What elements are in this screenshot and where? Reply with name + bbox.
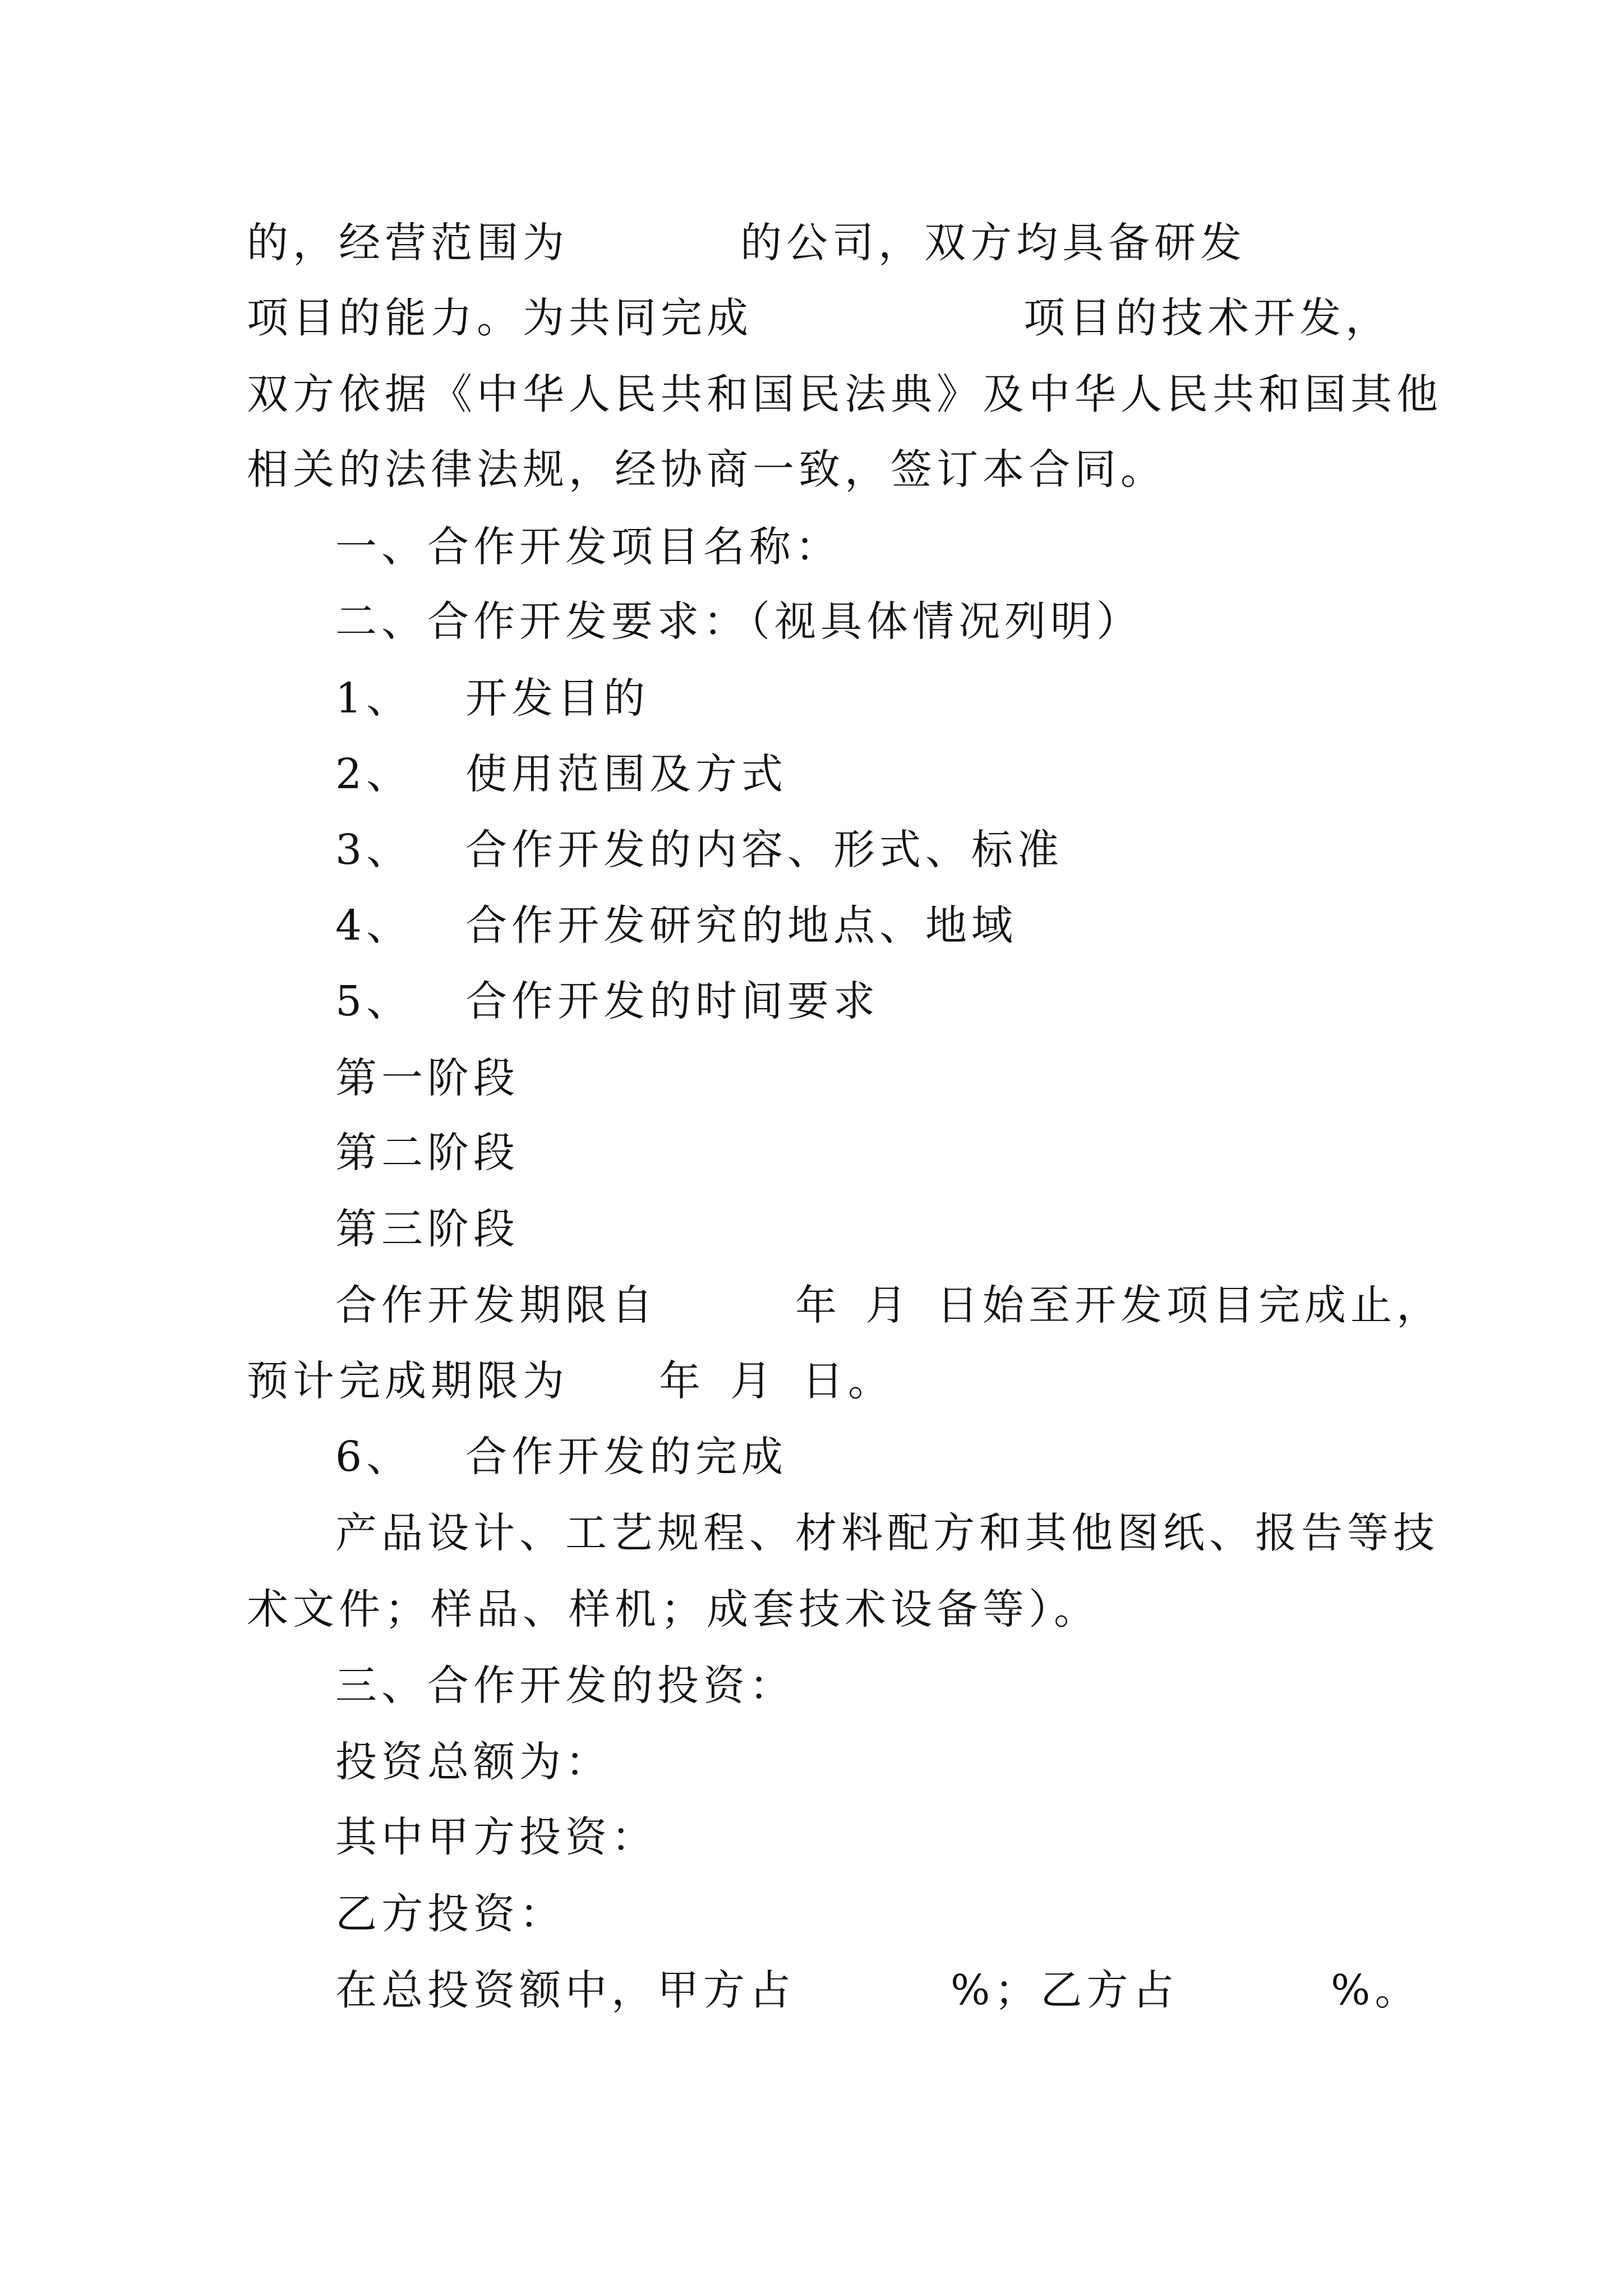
- list-text: 开发目的: [465, 674, 649, 723]
- text-period-month: 月: [865, 1281, 911, 1329]
- text-ratio-end: %。: [1331, 1966, 1421, 2014]
- text-party-b-investment: 乙方投资：: [335, 1890, 565, 1938]
- text-business-scope-start: 的，经营范围为: [247, 219, 569, 267]
- text-expected-year: 年: [659, 1357, 705, 1405]
- text-business-scope-end: 的公司，双方均具备研发: [740, 219, 1246, 267]
- list-number: 6、: [335, 1433, 413, 1481]
- list-number: 2、: [335, 750, 413, 798]
- stage-two: 第二阶段: [335, 1129, 519, 1177]
- text-period-end: 日始至开发项目完成止，: [937, 1281, 1442, 1329]
- text-expected-day: 日。: [802, 1357, 894, 1405]
- list-text: 合作开发的内容、形式、标准: [465, 826, 1063, 874]
- list-number: 4、: [335, 901, 413, 950]
- stage-one: 第一阶段: [335, 1054, 519, 1102]
- text-investment-total: 投资总额为：: [335, 1738, 611, 1786]
- list-text: 使用范围及方式: [465, 750, 787, 798]
- paragraph-deliverables-line1: 产品设计、工艺规程、材料配方和其他图纸、报告等技: [335, 1509, 1439, 1557]
- section-heading-project-name: 一、合作开发项目名称：: [335, 523, 841, 571]
- list-text: 合作开发研究的地点、地域: [465, 901, 1017, 950]
- paragraph-agreement: 相关的法律法规，经协商一致，签订本合同。: [247, 445, 1166, 494]
- list-number: 3、: [335, 826, 413, 874]
- list-text: 合作开发的完成: [465, 1433, 787, 1481]
- text-period-year: 年: [795, 1281, 841, 1329]
- text-period-start: 合作开发期限自: [335, 1281, 657, 1329]
- text-ratio-party-b: %；乙方占: [951, 1966, 1179, 2014]
- stage-three: 第三阶段: [335, 1205, 519, 1253]
- list-number: 5、: [335, 977, 413, 1025]
- paragraph-legal-basis: 双方依据《中华人民共和国民法典》及中华人民共和国其他: [247, 370, 1442, 418]
- section-heading-investment: 三、合作开发的投资：: [335, 1662, 795, 1710]
- paragraph-deliverables-line2: 术文件；样品、样机；成套技术设备等）。: [247, 1585, 1100, 1634]
- text-capability-end: 项目的技术开发，: [1023, 294, 1391, 342]
- text-party-a-investment: 其中甲方投资：: [335, 1813, 657, 1861]
- section-heading-requirements: 二、合作开发要求：（视具体情况列明）: [335, 597, 1142, 646]
- list-text: 合作开发的时间要求: [465, 977, 879, 1025]
- text-ratio-party-a: 在总投资额中，甲方占: [335, 1966, 795, 2014]
- text-expected-month: 月: [730, 1357, 776, 1405]
- text-capability-start: 项目的能力。为共同完成: [247, 294, 753, 342]
- text-expected-start: 预计完成期限为: [247, 1357, 569, 1405]
- list-number: 1、: [335, 674, 413, 723]
